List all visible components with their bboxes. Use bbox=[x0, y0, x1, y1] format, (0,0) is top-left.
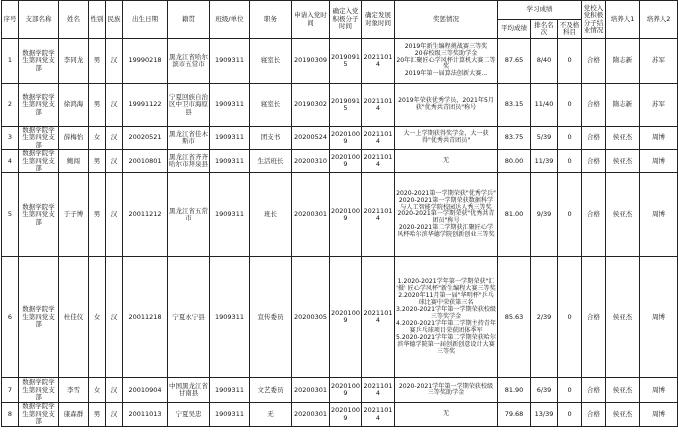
cell-trainer1: 侯亚杰 bbox=[606, 403, 640, 426]
cell-fail: 0 bbox=[558, 378, 582, 403]
header-class-unit: 班级/单位 bbox=[210, 1, 250, 39]
cell-birth: 20011212 bbox=[123, 173, 168, 257]
cell-trainer2: 周博 bbox=[640, 127, 678, 150]
cell-position: 寝室长 bbox=[250, 84, 292, 127]
cell-origin: 黑龙江省佳木斯市 bbox=[168, 127, 210, 150]
header-origin: 籍贯 bbox=[168, 1, 210, 39]
cell-branch: 数据学院学生第四党支部 bbox=[19, 127, 59, 150]
table-row bbox=[2, 150, 678, 173]
cell-trainer1: 侯亚杰 bbox=[606, 257, 640, 378]
table-row bbox=[2, 127, 678, 150]
cell-awards: 2020-2021第一学期荣获"优秀学兵" 2020-2021第一学期荣获数据科学与人工智能学院校园达人秀三等奖 2020-2021第一学期荣获"优秀共青团员"称号 2020-2021第二学期获汇聚匠心学风杯哈尔滨华德学院创新创业三等奖 bbox=[395, 173, 498, 257]
cell-dev-date: 20211014 bbox=[362, 127, 395, 150]
cell-origin: 宁夏回族自治区中卫市海原县 bbox=[168, 84, 210, 127]
cell-class-unit: 1909311 bbox=[210, 378, 250, 403]
cell-gpa: 83.75 bbox=[498, 127, 531, 150]
cell-fail: 0 bbox=[558, 173, 582, 257]
cell-activist-date: 20201009 bbox=[330, 257, 362, 378]
cell-trainer2: 周博 bbox=[640, 403, 678, 426]
cell-name: 鲍闯 bbox=[59, 150, 89, 173]
cell-rank: 11/40 bbox=[531, 84, 558, 127]
cell-trainer2: 周博 bbox=[640, 173, 678, 257]
cell-gender: 男 bbox=[89, 84, 106, 127]
cell-activist-result: 合格 bbox=[582, 150, 606, 173]
cell-origin: 黑龙江省五常市 bbox=[168, 173, 210, 257]
header-fail: 不及格科目 bbox=[558, 20, 582, 39]
header-birth: 出生日期 bbox=[123, 1, 168, 39]
cell-activist-date: 20201009 bbox=[330, 378, 362, 403]
cell-awards: 无 bbox=[395, 403, 498, 426]
roster-table bbox=[1, 0, 678, 427]
cell-fail: 0 bbox=[558, 150, 582, 173]
cell-class-unit: 1909311 bbox=[210, 173, 250, 257]
cell-activist-result: 合格 bbox=[582, 378, 606, 403]
cell-apply-date: 20200524 bbox=[292, 127, 330, 150]
cell-fail: 0 bbox=[558, 127, 582, 150]
cell-trainer2: 苏军 bbox=[640, 39, 678, 84]
header-rank: 排名名次 bbox=[531, 20, 558, 39]
cell-dev-date: 20211014 bbox=[362, 257, 395, 378]
cell-gpa: 81.90 bbox=[498, 378, 531, 403]
cell-position: 生活班长 bbox=[250, 150, 292, 173]
table-row bbox=[2, 257, 678, 378]
cell-rank: 9/39 bbox=[531, 173, 558, 257]
cell-rank: 8/40 bbox=[531, 39, 558, 84]
cell-dev-date: 20211014 bbox=[362, 39, 395, 84]
cell-awards: 2020-2021学年第一学期荣获校级三等奖助学金 bbox=[395, 378, 498, 403]
cell-activist-date: 20201009 bbox=[330, 127, 362, 150]
cell-position: 团支书 bbox=[250, 127, 292, 150]
header-activist-result: 党校入党积极分子结业情况 bbox=[582, 1, 606, 39]
header-name: 姓名 bbox=[59, 1, 89, 39]
cell-position: 文艺委员 bbox=[250, 378, 292, 403]
cell-activist-result: 合格 bbox=[582, 173, 606, 257]
cell-dev-date: 20211014 bbox=[362, 84, 395, 127]
cell-birth: 20011013 bbox=[123, 403, 168, 426]
cell-ethnicity: 汉 bbox=[106, 39, 123, 84]
cell-ethnicity: 汉 bbox=[106, 173, 123, 257]
cell-rank: 2/39 bbox=[531, 257, 558, 378]
cell-seq: 6 bbox=[2, 257, 19, 378]
cell-gpa: 85.63 bbox=[498, 257, 531, 378]
cell-trainer1: 隋志新 bbox=[606, 39, 640, 84]
cell-class-unit: 1909311 bbox=[210, 127, 250, 150]
cell-awards: 无 bbox=[395, 150, 498, 173]
cell-trainer1: 侯亚杰 bbox=[606, 127, 640, 150]
cell-dev-date: 20211014 bbox=[362, 150, 395, 173]
cell-name: 李同龙 bbox=[59, 39, 89, 84]
cell-awards: 大一上学期获得奖学金，大一获得"优秀共青团员" bbox=[395, 127, 498, 150]
cell-ethnicity: 汉 bbox=[106, 127, 123, 150]
cell-activist-result: 合格 bbox=[582, 257, 606, 378]
cell-name: 康森群 bbox=[59, 403, 89, 426]
cell-branch: 数据学院学生第四党支部 bbox=[19, 257, 59, 378]
cell-rank: 11/39 bbox=[531, 150, 558, 173]
cell-birth: 20020521 bbox=[123, 127, 168, 150]
cell-ethnicity: 汉 bbox=[106, 84, 123, 127]
cell-position: 寝室长 bbox=[250, 39, 292, 84]
cell-gender: 男 bbox=[89, 403, 106, 426]
cell-position: 宣传委员 bbox=[250, 257, 292, 378]
cell-gender: 男 bbox=[89, 173, 106, 257]
cell-gender: 女 bbox=[89, 127, 106, 150]
cell-ethnicity: 汉 bbox=[106, 150, 123, 173]
header-row bbox=[2, 1, 678, 20]
header-gender: 性别 bbox=[89, 1, 106, 39]
header-trainer2: 培养人2 bbox=[640, 1, 678, 39]
cell-birth: 19990218 bbox=[123, 39, 168, 84]
cell-name: 杜佳仪 bbox=[59, 257, 89, 378]
cell-seq: 3 bbox=[2, 127, 19, 150]
cell-ethnicity: 汉 bbox=[106, 403, 123, 426]
cell-seq: 4 bbox=[2, 150, 19, 173]
cell-trainer1: 侯亚杰 bbox=[606, 173, 640, 257]
cell-apply-date: 20190309 bbox=[292, 39, 330, 84]
cell-activist-date: 20201009 bbox=[330, 403, 362, 426]
cell-activist-result: 合格 bbox=[582, 84, 606, 127]
cell-seq: 5 bbox=[2, 173, 19, 257]
cell-origin: 中国黑龙江省甘南县 bbox=[168, 378, 210, 403]
cell-dev-date: 20211014 bbox=[362, 378, 395, 403]
header-trainer1: 培养人1 bbox=[606, 1, 640, 39]
cell-seq: 8 bbox=[2, 403, 19, 426]
cell-awards: 1.2020-2021学年第一学期荣获"汇 '摄' 匠心学风杯"新生编程大赛三等奖 2.2020年11月第一届"华明杯"乒乓球比赛中荣获第三名 3.2020-2021学年第一学期荣获校级三等奖学金 4.2020-2021学年第二学期主持青年赛乒乓球项目荣获团体季军 5.2020-2021学年第二学期荣获哈尔滨华德学院第一届创新创意设计大赛三等奖 bbox=[395, 257, 498, 378]
cell-dev-date: 20211014 bbox=[362, 403, 395, 426]
cell-activist-date: 20190915 bbox=[330, 84, 362, 127]
table-row bbox=[2, 39, 678, 84]
cell-class-unit: 1909311 bbox=[210, 403, 250, 426]
cell-apply-date: 20200305 bbox=[292, 257, 330, 378]
cell-trainer1: 侯亚杰 bbox=[606, 150, 640, 173]
cell-name: 薛梅怡 bbox=[59, 127, 89, 150]
cell-branch: 数据学院学生第四党支部 bbox=[19, 378, 59, 403]
table-row bbox=[2, 403, 678, 426]
cell-branch: 数据学院学生第四党支部 bbox=[19, 403, 59, 426]
cell-class-unit: 1909311 bbox=[210, 84, 250, 127]
cell-gpa: 79.68 bbox=[498, 403, 531, 426]
cell-trainer1: 侯亚杰 bbox=[606, 378, 640, 403]
cell-origin: 宁夏吴忠 bbox=[168, 403, 210, 426]
header-dev-date: 确定发展对象时间 bbox=[362, 1, 395, 39]
cell-birth: 19991122 bbox=[123, 84, 168, 127]
cell-gpa: 83.15 bbox=[498, 84, 531, 127]
cell-apply-date: 20190302 bbox=[292, 84, 330, 127]
cell-branch: 数据学院学生第四党支部 bbox=[19, 150, 59, 173]
header-branch: 支部名称 bbox=[19, 1, 59, 39]
header-ethnicity: 民族 bbox=[106, 1, 123, 39]
cell-name: 李雪 bbox=[59, 378, 89, 403]
header-awards: 奖惩情况 bbox=[395, 1, 498, 39]
cell-seq: 2 bbox=[2, 84, 19, 127]
cell-class-unit: 1909311 bbox=[210, 39, 250, 84]
cell-origin: 宁夏永宁县 bbox=[168, 257, 210, 378]
cell-apply-date: 20200301 bbox=[292, 403, 330, 426]
cell-branch: 数据学院学生第四党支部 bbox=[19, 84, 59, 127]
cell-gpa: 80.00 bbox=[498, 150, 531, 173]
cell-birth: 20010904 bbox=[123, 378, 168, 403]
cell-class-unit: 1909311 bbox=[210, 257, 250, 378]
cell-name: 徐鸿海 bbox=[59, 84, 89, 127]
cell-awards: 2019年荣获优秀学员，2021年5月获"优秀共青团员"称号 bbox=[395, 84, 498, 127]
cell-rank: 5/39 bbox=[531, 127, 558, 150]
cell-activist-date: 20190915 bbox=[330, 39, 362, 84]
cell-ethnicity: 汉 bbox=[106, 378, 123, 403]
cell-activist-result: 合格 bbox=[582, 39, 606, 84]
cell-apply-date: 20200301 bbox=[292, 173, 330, 257]
cell-gpa: 87.65 bbox=[498, 39, 531, 84]
cell-seq: 1 bbox=[2, 39, 19, 84]
cell-origin: 黑龙江省哈尔滨市五常市 bbox=[168, 39, 210, 84]
cell-trainer2: 苏军 bbox=[640, 84, 678, 127]
cell-fail: 0 bbox=[558, 39, 582, 84]
header-seq: 序号 bbox=[2, 1, 19, 39]
cell-branch: 数据学院学生第四党支部 bbox=[19, 173, 59, 257]
cell-position: 无 bbox=[250, 403, 292, 426]
cell-trainer2: 周博 bbox=[640, 150, 678, 173]
cell-trainer1: 隋志新 bbox=[606, 84, 640, 127]
header-gpa: 平均成绩 bbox=[498, 20, 531, 39]
header-academic: 学习成绩 bbox=[498, 1, 582, 20]
cell-activist-date: 20201009 bbox=[330, 173, 362, 257]
cell-fail: 0 bbox=[558, 84, 582, 127]
cell-gender: 男 bbox=[89, 150, 106, 173]
cell-birth: 20011218 bbox=[123, 257, 168, 378]
cell-apply-date: 20200301 bbox=[292, 378, 330, 403]
cell-fail: 0 bbox=[558, 403, 582, 426]
header-position: 职务 bbox=[250, 1, 292, 39]
cell-activist-date: 20201009 bbox=[330, 150, 362, 173]
cell-name: 于子博 bbox=[59, 173, 89, 257]
cell-position: 班长 bbox=[250, 173, 292, 257]
cell-branch: 数据学院学生第四党支部 bbox=[19, 39, 59, 84]
cell-apply-date: 20200310 bbox=[292, 150, 330, 173]
cell-activist-result: 合格 bbox=[582, 403, 606, 426]
cell-activist-result: 合格 bbox=[582, 127, 606, 150]
cell-rank: 13/39 bbox=[531, 403, 558, 426]
header-activist-date: 确定入党积极分子时间 bbox=[330, 1, 362, 39]
cell-class-unit: 1909311 bbox=[210, 150, 250, 173]
cell-gender: 女 bbox=[89, 378, 106, 403]
cell-gender: 女 bbox=[89, 257, 106, 378]
table-row bbox=[2, 173, 678, 257]
cell-dev-date: 20211014 bbox=[362, 173, 395, 257]
cell-ethnicity: 汉 bbox=[106, 257, 123, 378]
cell-origin: 黑龙江省齐齐哈尔市拜泉县 bbox=[168, 150, 210, 173]
cell-rank: 6/39 bbox=[531, 378, 558, 403]
table-row bbox=[2, 84, 678, 127]
cell-seq: 7 bbox=[2, 378, 19, 403]
cell-birth: 20010801 bbox=[123, 150, 168, 173]
header-apply-date: 申请入党时间 bbox=[292, 1, 330, 39]
cell-awards: 2019年新生编程挑战赛三等奖 20春校级三等奖助学金 20年汇聚匠心学风杯计算机大赛二等奖 2019年第一届算法创新大赛... bbox=[395, 39, 498, 84]
cell-trainer2: 周博 bbox=[640, 257, 678, 378]
cell-fail: 0 bbox=[558, 257, 582, 378]
table-row bbox=[2, 378, 678, 403]
cell-gender: 男 bbox=[89, 39, 106, 84]
cell-trainer2: 周博 bbox=[640, 378, 678, 403]
cell-gpa: 81.00 bbox=[498, 173, 531, 257]
